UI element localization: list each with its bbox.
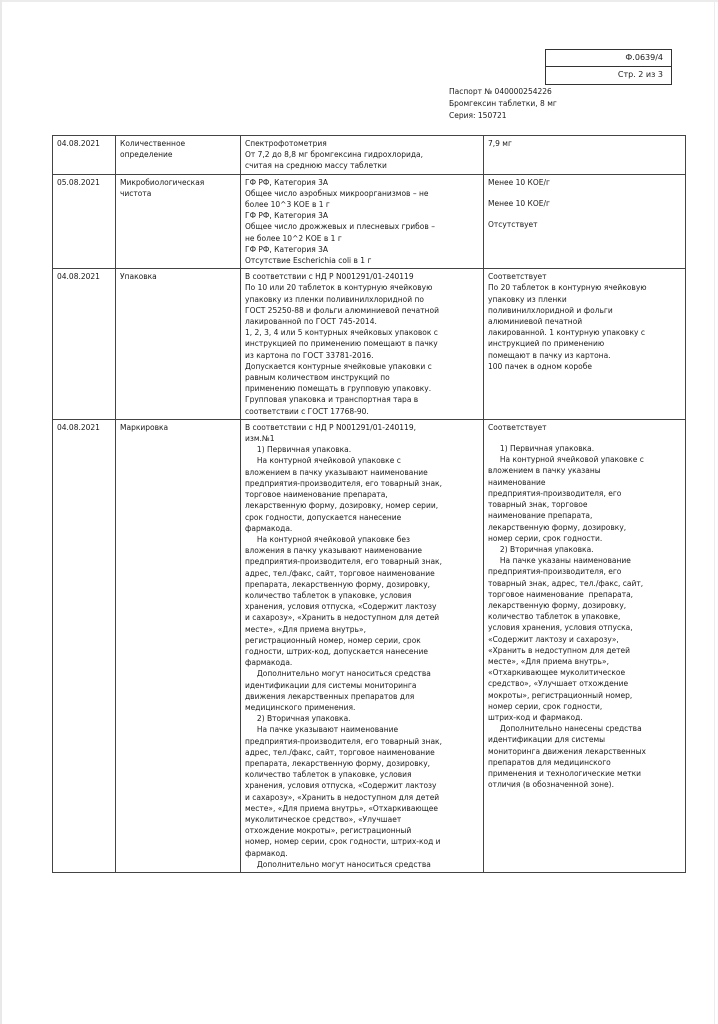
result-line: По 20 таблеток в контурную ячейковую	[488, 283, 647, 293]
requirement-cell	[241, 269, 484, 420]
table-row	[53, 136, 686, 175]
parameter-line: определение	[120, 150, 173, 160]
result-line: номер серии, срок годности,	[488, 701, 603, 711]
result-line: Дополнительно нанесены средства	[488, 724, 642, 734]
result-line: упаковку из пленки	[488, 294, 567, 304]
requirement-line: предприятия-производителя, его товарный знак,	[245, 478, 442, 488]
requirement-line: В соответствии с НД Р N001291/01-240119,	[245, 422, 416, 432]
requirement-line: ГОСТ 25250-88 и фольги алюминиевой печатной	[245, 305, 440, 315]
parameter-line: Микробиологическая	[120, 177, 205, 187]
result-line: лекарственную форму, дозировку,	[488, 600, 627, 610]
requirement-line: В соответствии с НД Р N001291/01-240119	[245, 272, 414, 282]
requirement-line: предприятия-производителя, его товарный знак,	[245, 557, 442, 567]
result-line	[488, 433, 681, 443]
test-date: 04.08.2021	[57, 272, 100, 282]
result-line: средство», «Улучшает отхождение	[488, 679, 629, 689]
requirement-line: и сахарозу», «Хранить в недоступном для детей	[245, 792, 440, 802]
scan-top-edge	[0, 0, 718, 2]
requirement-line: инструкцией по применению помещают в пачку	[245, 339, 438, 349]
requirement-line: предприятия-производителя, его товарный знак,	[245, 736, 442, 746]
requirement-line: не более 10^2 КОЕ в 1 г	[245, 233, 342, 243]
result-line: 2) Вторичная упаковка.	[488, 544, 594, 554]
result-line: На контурной ячейковой упаковке с	[488, 455, 644, 465]
passport-header	[449, 86, 557, 122]
requirement-cell	[241, 136, 484, 175]
requirement-line: лекарственную форму, дозировку, номер серии,	[245, 501, 439, 511]
parameter-line: чистота	[120, 188, 152, 198]
table-row	[53, 174, 686, 269]
result-line: Менее 10 КОЕ/г	[488, 177, 550, 187]
requirement-line: От 7,2 до 8,8 мг бромгексина гидрохлорида,	[245, 150, 423, 160]
requirement-line: вложением в пачку указывают наименование	[245, 467, 428, 477]
requirement-line: хранения, условия отпуска, «Содержит лактозу	[245, 602, 437, 612]
result-line: «Отхаркивающее муколитическое	[488, 668, 626, 678]
requirement-line: 1, 2, 3, 4 или 5 контурных ячейковых упаковок с	[245, 328, 438, 338]
result-line: На пачке указаны наименование	[488, 556, 631, 566]
product-name: Бромгексин таблетки, 8 мг	[449, 99, 557, 108]
requirement-line: Общее число аэробных микроорганизмов – не	[245, 188, 429, 198]
result-line: алюминиевой печатной	[488, 317, 583, 327]
requirement-line: количество таблеток в упаковке, условия	[245, 770, 412, 780]
scan-left-edge	[0, 0, 2, 1024]
result-cell	[484, 174, 686, 269]
result-line: «Хранить в недоступном для детей	[488, 645, 631, 655]
result-line: товарный знак, торговое	[488, 500, 588, 510]
scan-right-edge	[714, 0, 715, 1024]
series-number: Серия: 150721	[449, 111, 507, 120]
result-line: лекарственную форму, дозировку,	[488, 522, 627, 532]
requirement-line: считая на среднюю массу таблетки	[245, 161, 387, 171]
requirement-line: отхождение мокроты», регистрационный	[245, 826, 412, 836]
requirement-line: муколитическое средство», «Улучшает	[245, 814, 402, 824]
requirement-line: хранения, условия отпуска, «Содержит лактозу	[245, 781, 437, 791]
requirement-line: Дополнительно могут наноситься средства	[245, 669, 431, 679]
result-line: помещают в пачку из картона.	[488, 350, 611, 360]
requirement-line: препарата, лекарственную форму, дозировку,	[245, 758, 431, 768]
requirement-line: соответствии с ГОСТ 17768-90.	[245, 406, 369, 416]
result-line: мониторинга движения лекарственных	[488, 746, 646, 756]
result-line: Соответствует	[488, 272, 547, 282]
passport-number: Паспорт № 040000254226	[449, 87, 552, 96]
requirement-line: Отсутствие Escherichia coli в 1 г	[245, 256, 372, 266]
requirement-line: и сахарозу», «Хранить в недоступном для детей	[245, 613, 440, 623]
requirement-cell	[241, 419, 484, 872]
requirement-line: лакированной по ГОСТ 745-2014.	[245, 317, 377, 327]
requirement-line: На контурной ячейковой упаковке с	[245, 456, 401, 466]
result-line: условия хранения, условия отпуска,	[488, 623, 633, 633]
result-line: вложением в пачку указаны	[488, 466, 601, 476]
requirement-line: количество таблеток в упаковке, условия	[245, 590, 412, 600]
requirement-line: фармакода.	[245, 658, 293, 668]
requirement-line: фармакода.	[245, 523, 293, 533]
requirement-line: движения лекарственных препаратов для	[245, 691, 415, 701]
date-cell	[53, 174, 116, 269]
requirement-line: Спектрофотометрия	[245, 139, 327, 148]
requirement-line: На контурной ячейковой упаковке без	[245, 534, 410, 544]
requirement-line: упаковку из пленки поливинилхлоридной по	[245, 294, 424, 304]
form-code-box	[545, 49, 672, 85]
requirement-line: 1) Первичная упаковка.	[245, 445, 352, 455]
requirement-line: вложения в пачку указывают наименование	[245, 546, 423, 556]
requirement-line: из картона по ГОСТ 33781-2016.	[245, 350, 374, 360]
test-date: 04.08.2021	[57, 139, 100, 148]
requirement-line: торговое наименование препарата,	[245, 490, 388, 500]
parameter-cell	[116, 269, 241, 420]
result-line: идентификации для системы	[488, 735, 606, 745]
date-cell	[53, 419, 116, 872]
result-cell	[484, 136, 686, 175]
requirement-line: номер, номер серии, срок годности, штрих-код и	[245, 837, 441, 847]
requirement-line: идентификации для системы мониторинга	[245, 680, 417, 690]
requirement-line: По 10 или 20 таблеток в контурную ячейковую	[245, 283, 433, 293]
requirement-line: срок годности, допускается нанесение	[245, 512, 402, 522]
requirement-line: изм.№1	[245, 434, 275, 444]
result-line: штрих-код и фармакод.	[488, 712, 583, 722]
form-code: Ф.0639/4	[625, 53, 663, 62]
test-date: 05.08.2021	[57, 177, 100, 187]
page-number: Стр. 2 из 3	[546, 66, 671, 83]
result-line: 100 пачек в одном коробе	[488, 361, 592, 371]
result-line: Менее 10 КОЕ/г	[488, 198, 550, 208]
result-line: Соответствует	[488, 422, 547, 432]
requirement-line: препарата, лекарственную форму, дозировку,	[245, 579, 431, 589]
requirement-line: Допускается контурные ячейковые упаковки с	[245, 361, 432, 371]
requirement-line: На пачке указывают наименование	[245, 725, 399, 735]
requirement-line: Групповая упаковка и транспортная тара в	[245, 395, 419, 405]
requirement-line: более 10^3 КОЕ в 1 г	[245, 200, 330, 210]
table-row	[53, 269, 686, 420]
requirement-line: 2) Вторичная упаковка.	[245, 714, 351, 724]
result-line: поливинилхлоридной и фольги	[488, 305, 613, 315]
result-line	[488, 188, 681, 198]
date-cell	[53, 269, 116, 420]
result-line: отличия (в обозначенной зоне).	[488, 780, 614, 790]
result-line: предприятия-производителя, его	[488, 488, 622, 498]
requirement-line: адрес, тел./факс, сайт, торговое наименование	[245, 747, 435, 757]
result-line: месте», «Для приема внутрь»,	[488, 656, 609, 666]
requirement-line: фармакод.	[245, 848, 288, 858]
result-line: инструкцией по применению	[488, 339, 605, 349]
result-line: предприятия-производителя, его	[488, 567, 622, 577]
requirement-line: Общее число дрожжевых и плесневых грибов –	[245, 222, 435, 232]
requirement-line: ГФ РФ, Категория 3А	[245, 177, 329, 187]
requirement-line: годности, штрих-код, допускается нанесение	[245, 646, 428, 656]
parameter-line: Количественное	[120, 139, 186, 148]
result-line: препаратов для медицинского	[488, 757, 611, 767]
requirement-line: регистрационный номер, номер серии, срок	[245, 635, 421, 645]
requirement-line: Дополнительно могут наноситься средства	[245, 859, 431, 869]
result-line: номер серии, срок годности.	[488, 533, 603, 543]
requirement-cell	[241, 174, 484, 269]
parameter-line: Маркировка	[120, 422, 169, 432]
result-line: 7,9 мг	[488, 139, 512, 148]
result-line: торговое наименование препарата,	[488, 589, 634, 599]
result-line: 1) Первичная упаковка.	[488, 444, 595, 454]
result-cell	[484, 419, 686, 872]
result-line: наименование препарата,	[488, 511, 593, 521]
quality-control-table	[52, 135, 686, 873]
requirement-line: применению помещать в групповую упаковку.	[245, 384, 432, 394]
result-line: применения и технологические метки	[488, 768, 641, 778]
result-line: мокроты», регистрационный номер,	[488, 690, 633, 700]
requirement-line: адрес, тел./факс, сайт, торговое наименование	[245, 568, 435, 578]
result-line	[488, 209, 681, 219]
requirement-line: равным количеством инструкций по	[245, 373, 390, 383]
result-line: Отсутствует	[488, 220, 538, 230]
requirement-line: месте», «Для приема внутрь»,	[245, 624, 366, 634]
requirement-line: медицинского применения.	[245, 702, 356, 712]
result-cell	[484, 269, 686, 420]
requirement-line: месте», «Для приема внутрь», «Отхаркивающее	[245, 803, 439, 813]
result-line: количество таблеток в упаковке,	[488, 612, 621, 622]
result-line: товарный знак, адрес, тел./факс, сайт,	[488, 578, 644, 588]
requirement-line: ГФ РФ, Категория 3А	[245, 244, 329, 254]
parameter-cell	[116, 136, 241, 175]
table-row	[53, 419, 686, 872]
result-line: «Содержит лактозу и сахарозу»,	[488, 634, 619, 644]
date-cell	[53, 136, 116, 175]
parameter-line: Упаковка	[120, 272, 157, 282]
result-line: лакированной. 1 контурную упаковку с	[488, 328, 645, 338]
requirement-line: ГФ РФ, Категория 3А	[245, 211, 329, 221]
result-line: наименование	[488, 477, 546, 487]
parameter-cell	[116, 419, 241, 872]
parameter-cell	[116, 174, 241, 269]
test-date: 04.08.2021	[57, 422, 100, 432]
